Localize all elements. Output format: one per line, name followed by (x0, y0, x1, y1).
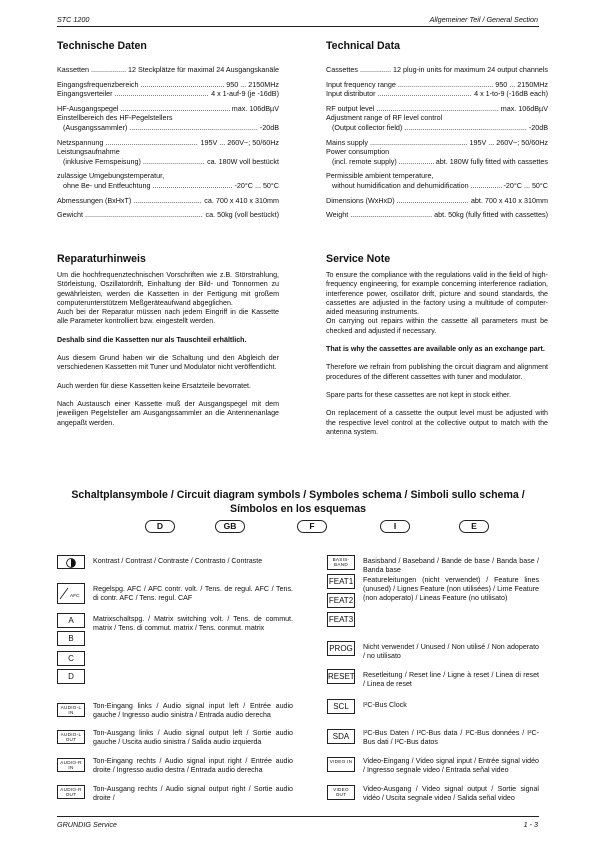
en-tech-title: Technical Data (326, 40, 400, 52)
video-out-symbol: VIDEO OUT (327, 785, 355, 800)
spec-row: Abmessungen (BxHxT) ..... ca. 700 x 410 x 310mm (57, 196, 279, 206)
paragraph: To ensure the compliance with the regulations valid in the field of high-frequency engineering, for example concerning interference radiation, interference power, oscillator drift, picture and sound standards, the cassettes are adjusted in the factory using a multitude of computer-aided measuring instruments. (326, 271, 548, 317)
symbol-desc-audio-r-out: Ton-Ausgang rechts / Audio signal output right / Sortie audio droite / (93, 785, 293, 803)
spec-text: Power consumption (326, 147, 390, 157)
prog-symbol: PROG (327, 641, 355, 656)
page-number: 1 - 3 (523, 820, 538, 829)
symbol-desc-audio-l-out: Ton-Ausgang links / Audio signal output left / Sortie audio gauche / Uscita audio sinistra / Salida audio izquierda (93, 729, 293, 747)
symbol-desc-feat: Featureleitungen (nicht verwendet) / Feature lines (unused) / Lignes Feature (non utilisées) / Lime Feature (non adoperato) / Lineas Feature (no utilisato) (363, 576, 539, 603)
spec-row: Weight ..... abt. 50kg (fully fitted with cassettes) (326, 210, 548, 220)
exchange-notice: That is why the cassettes are available only as an exchange part. (326, 345, 545, 354)
paragraph: Auch bei der Reparatur müssen nach jedem Eingriff in die Kassette alle Parameter kontrolliert bzw. eingestellt werden. (57, 308, 279, 326)
feat2-symbol: FEAT2 (327, 593, 355, 608)
spec-row: (inklusive Fernspeisung) ..... ca. 180W voll bestückt (57, 157, 279, 167)
paragraph: On replacement of a cassette the output level must be adjusted with the respective level control at the collective output to match with the antenna system. (326, 409, 548, 436)
spec-row: Eingangsfrequenzbereich ..... 950 ... 2150MHz (57, 80, 279, 90)
audio-l-in-symbol: AUDIO-L IN (57, 703, 85, 717)
symbol-desc-video-in: Video-Eingang / Video signal input / Entrée signal vidéo / Ingresso segnale video / Entrada señal video (363, 757, 539, 775)
exchange-notice: Deshalb sind die Kassetten nur als Tauschteil erhältlich. (57, 335, 247, 344)
footer-brand: GRUNDIG Service (57, 820, 117, 829)
audio-l-out-symbol: AUDIO-L OUT (57, 730, 85, 744)
feat3-symbol: FEAT3 (327, 612, 355, 627)
paragraph: Aus diesem Grund haben wir die Schaltung und den Abgleich der verschiedenen Kassetten mit Tuner und Modulator nicht veröffentlicht. (57, 354, 279, 372)
spec-row: Cassettes ..... 12 plug-in units for maximum 24 output channels (326, 65, 548, 75)
matrix-c-symbol: C (57, 651, 85, 666)
symbol-desc-audio-l-in: Ton-Eingang links / Audio signal input left / Entrée audio gauche / Ingresso audio sinistra / Entrada audio derecha (93, 702, 293, 720)
en-service-title: Service Note (326, 253, 391, 265)
symbol-desc-afc: Regelspg. AFC / AFC contr. volt. / Tens. de regul. AFC / Tens. di contr. AFC / Tens. regul. CAF (93, 585, 293, 603)
audio-r-out-symbol: AUDIO-R OUT (57, 785, 85, 799)
en-service-text (326, 271, 548, 437)
symbol-desc-video-out: Video-Ausgang / Video signal output / Sortie signal vidéo / Uscita segnale video / Salida señal video (363, 785, 539, 803)
symbol-desc-matrix: Matrixschaltspg. / Matrix switching volt. / Tens. de commut. matrix / Tens. di commut. matrix / Tens. conmut. matrix (93, 615, 293, 633)
de-tech-title: Technische Daten (57, 40, 147, 52)
spec-text: Leistungsaufnahme (57, 147, 120, 157)
header-model: STC 1200 (57, 15, 90, 24)
en-tech-list (326, 65, 548, 220)
footer-rule (57, 816, 539, 817)
spec-row: (Output collector field) ..... -20dB (326, 123, 548, 133)
lang-marker-i: I (380, 520, 410, 533)
spec-row: without humidification and dehumidification ..... -20°C ... 50°C (326, 181, 548, 191)
symbol-desc-sda: I²C-Bus Daten / I²C-Bus data / I²C-Bus données / I²C-Bus dati / I²C-Bus datos (363, 729, 539, 747)
header-section: Allgemeiner Teil / General Section (429, 15, 538, 24)
spec-row: RF output level ..... max. 106dBµV (326, 104, 548, 114)
afc-symbol (57, 583, 85, 604)
spec-text: Permissible ambient temperature, (326, 171, 434, 181)
lang-marker-f: F (297, 520, 327, 533)
symbols-title: Schaltplansymbole / Circuit diagram symbols / Symboles schema / Simboli sullo schema / Símbolos en los esquemas (71, 489, 525, 515)
symbol-desc-scl: I²C-Bus Clock (363, 701, 407, 709)
spec-row: (Ausgangssammler) ..... -20dB (57, 123, 279, 133)
video-in-symbol: VIDEO IN (327, 757, 355, 772)
paragraph: Spare parts for these cassettes are not kept in stock either. (326, 390, 511, 399)
scl-symbol: SCL (327, 699, 355, 714)
contrast-icon (57, 555, 85, 569)
paragraph: On carrying out repairs within the cassette all parameters must be checked and adjusted if necessary. (326, 317, 548, 335)
audio-r-in-symbol: AUDIO-R IN (57, 758, 85, 772)
spec-text: zulässige Umgebungstemperatur, (57, 171, 165, 181)
de-service-text (57, 271, 279, 428)
paragraph: Auch werden für diese Kassetten keine Ersatzteile bevorratet. (57, 381, 252, 390)
matrix-a-symbol: A (57, 613, 85, 628)
lang-marker-de: D (145, 520, 175, 533)
reset-symbol: RESET (327, 669, 355, 684)
spec-row: ohne Be- und Entfeuchtung ..... -20°C ... 50°C (57, 181, 279, 191)
symbol-desc-contrast: Kontrast / Contrast / Contraste / Contrasto / Contraste (93, 557, 263, 565)
spec-row: HF-Ausgangspegel ..... max. 106dBµV (57, 104, 279, 114)
de-service-title: Reparaturhinweis (57, 253, 146, 265)
spec-text: Adjustment range of RF level control (326, 113, 443, 123)
spec-row: Netzspannung ..... 195V ... 260V~; 50/60Hz (57, 138, 279, 148)
lang-marker-e: E (459, 520, 489, 533)
spec-row: (incl. remote supply) ..... abt. 180W fully fitted with cassettes (326, 157, 548, 167)
sda-symbol: SDA (327, 729, 355, 744)
lang-marker-gb: GB (215, 520, 245, 533)
paragraph: Um die hochfrequenztechnischen Vorschriften wie z.B. Störstrahlung, Störleistung, Oszillatordrift, Einhaltung der Bild- und Tonnormen zu gewährleisten, werden die Kassetten in der Fertigung mit großem computerunterstützem Meßgeräteaufwand abgeglichen. (57, 271, 279, 307)
afc-symbol-label: AFC (70, 594, 80, 599)
spec-row: Eingangsverteiler ..... 4 x 1-auf-9 (je -16dB) (57, 89, 279, 99)
header-rule (57, 26, 539, 27)
symbol-desc-audio-r-in: Ton-Eingang rechts / Audio signal input right / Entrée audio droite / Ingresso audio destra / Entrada audio derecha (93, 757, 293, 775)
paragraph: Therefore we refrain from publishing the circuit diagram and alignment procedures of the different cassettes with tuner and modulator. (326, 363, 548, 381)
spec-row: Input distributor ..... 4 x 1-to-9 (-16dB each) (326, 89, 548, 99)
spec-row: Mains supply ..... 195V ... 260V~; 50/60Hz (326, 138, 548, 148)
afc-control-icon (58, 584, 84, 603)
matrix-d-symbol: D (57, 669, 85, 684)
feat1-symbol: FEAT1 (327, 574, 355, 589)
spec-row: Gewicht ..... ca. 50kg (voll bestückt) (57, 210, 279, 220)
spec-row: Kassetten ..... 12 Steckplätze für maximal 24 Ausgangskanäle (57, 65, 279, 75)
spec-text: Einstellbereich des HF-Pegelstellers (57, 113, 173, 123)
de-tech-list (57, 65, 279, 220)
spec-row: Input frequency range ..... 950 ... 2150MHz (326, 80, 548, 90)
baseband-symbol: BASIS- BAND (327, 555, 355, 570)
paragraph: Nach Austausch einer Kassette muß der Ausgangspegel mit dem jeweiligen Pegelsteller am Ausgangssammler an die Antennenanlage angepaßt werden. (57, 399, 279, 427)
symbol-desc-reset: Resetleitung / Reset line / Ligne à reset / Linea di reset / Linea de reset (363, 671, 539, 689)
contrast-circle-icon (58, 557, 84, 569)
matrix-b-symbol: B (57, 631, 85, 646)
symbol-desc-prog: Nicht verwendet / Unused / Non utilisé / Non adoperato / no utilisato (363, 643, 539, 661)
symbol-desc-baseband: Basisband / Baseband / Bande de base / Banda base / Banda base (363, 557, 539, 575)
spec-row: Dimensions (WxHxD) ..... abt. 700 x 410 x 310mm (326, 196, 548, 206)
